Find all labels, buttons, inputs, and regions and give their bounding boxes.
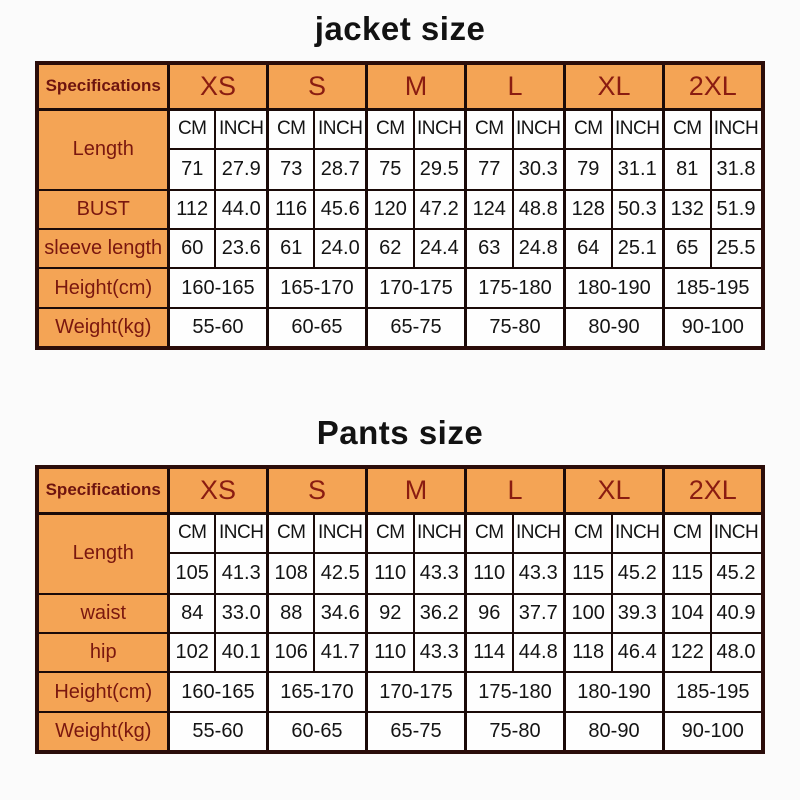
unit-cm-cell: CM [267, 109, 314, 149]
inch-value-cell: 45.2 [711, 553, 763, 594]
inch-value-cell: 23.6 [215, 229, 267, 268]
row-label-cell: waist [37, 594, 168, 633]
size-header-cell: XS [168, 63, 267, 109]
jacket-size-title: jacket size [314, 10, 486, 47]
cm-value-cell: 110 [367, 553, 414, 594]
pants-size-table [35, 465, 764, 754]
range-cell: 160-165 [168, 672, 267, 712]
measurement-row [37, 190, 762, 229]
range-cell: 175-180 [466, 268, 565, 308]
cm-value-cell: 122 [664, 633, 711, 672]
cm-value-cell: 110 [466, 553, 513, 594]
unit-inch-cell: INCH [513, 513, 565, 553]
range-cell: 90-100 [664, 308, 763, 348]
unit-cm-cell: CM [664, 109, 711, 149]
size-header-cell: L [466, 467, 565, 513]
inch-value-cell: 24.4 [414, 229, 466, 268]
measurement-row [37, 229, 762, 268]
size-header-cell: S [267, 63, 366, 109]
inch-value-cell: 46.4 [612, 633, 664, 672]
header-row [37, 63, 762, 109]
measurement-row [37, 594, 762, 633]
row-label-cell: BUST [37, 190, 168, 229]
unit-cm-cell: CM [664, 513, 711, 553]
row-label-cell: hip [37, 633, 168, 672]
cm-value-cell: 120 [367, 190, 414, 229]
unit-inch-cell: INCH [612, 109, 664, 149]
inch-value-cell: 43.3 [414, 553, 466, 594]
inch-value-cell: 50.3 [612, 190, 664, 229]
size-header-cell: 2XL [664, 467, 763, 513]
cm-value-cell: 108 [267, 553, 314, 594]
cm-value-cell: 100 [565, 594, 612, 633]
row-label-cell: Height(cm) [37, 268, 168, 308]
range-cell: 80-90 [565, 712, 664, 752]
range-cell: 90-100 [664, 712, 763, 752]
inch-value-cell: 43.3 [513, 553, 565, 594]
inch-value-cell: 48.0 [711, 633, 763, 672]
range-row [37, 672, 762, 712]
inch-value-cell: 24.8 [513, 229, 565, 268]
cm-value-cell: 60 [168, 229, 215, 268]
cm-value-cell: 114 [466, 633, 513, 672]
range-cell: 75-80 [466, 712, 565, 752]
size-header-cell: M [367, 63, 466, 109]
inch-value-cell: 48.8 [513, 190, 565, 229]
range-cell: 175-180 [466, 672, 565, 712]
range-row [37, 712, 762, 752]
row-label-cell: Height(cm) [37, 672, 168, 712]
inch-value-cell: 25.5 [711, 229, 763, 268]
inch-value-cell: 24.0 [314, 229, 366, 268]
inch-value-cell: 47.2 [414, 190, 466, 229]
cm-value-cell: 63 [466, 229, 513, 268]
unit-cm-cell: CM [466, 109, 513, 149]
range-cell: 180-190 [565, 268, 664, 308]
unit-cm-cell: CM [168, 513, 215, 553]
row-label-cell: sleeve length [37, 229, 168, 268]
unit-inch-cell: INCH [414, 513, 466, 553]
cm-value-cell: 75 [367, 149, 414, 190]
unit-row [37, 109, 762, 149]
inch-value-cell: 45.2 [612, 553, 664, 594]
cm-value-cell: 62 [367, 229, 414, 268]
size-header-cell: L [466, 63, 565, 109]
inch-value-cell: 44.0 [215, 190, 267, 229]
range-cell: 160-165 [168, 268, 267, 308]
unit-cm-cell: CM [267, 513, 314, 553]
size-header-cell: 2XL [664, 63, 763, 109]
row-label-cell: Weight(kg) [37, 712, 168, 752]
range-cell: 65-75 [367, 712, 466, 752]
inch-value-cell: 41.3 [215, 553, 267, 594]
range-cell: 165-170 [267, 268, 366, 308]
range-row [37, 268, 762, 308]
jacket-size-table [35, 61, 764, 350]
unit-inch-cell: INCH [314, 109, 366, 149]
size-header-cell: XL [565, 467, 664, 513]
measurement-row [37, 633, 762, 672]
unit-cm-cell: CM [466, 513, 513, 553]
inch-value-cell: 34.6 [314, 594, 366, 633]
inch-value-cell: 31.8 [711, 149, 763, 190]
range-cell: 55-60 [168, 308, 267, 348]
range-cell: 185-195 [664, 268, 763, 308]
range-cell: 165-170 [267, 672, 366, 712]
inch-value-cell: 25.1 [612, 229, 664, 268]
unit-inch-cell: INCH [711, 109, 763, 149]
inch-value-cell: 39.3 [612, 594, 664, 633]
inch-value-cell: 28.7 [314, 149, 366, 190]
inch-value-cell: 33.0 [215, 594, 267, 633]
spec-header-cell: Specifications [37, 467, 168, 513]
unit-inch-cell: INCH [314, 513, 366, 553]
unit-cm-cell: CM [168, 109, 215, 149]
cm-value-cell: 124 [466, 190, 513, 229]
range-cell: 80-90 [565, 308, 664, 348]
inch-value-cell: 27.9 [215, 149, 267, 190]
range-cell: 180-190 [565, 672, 664, 712]
inch-value-cell: 40.1 [215, 633, 267, 672]
jacket-size-section [0, 0, 800, 350]
cm-value-cell: 118 [565, 633, 612, 672]
pants-size-title: Pants size [316, 414, 484, 451]
inch-value-cell: 40.9 [711, 594, 763, 633]
range-cell: 170-175 [367, 672, 466, 712]
unit-cm-cell: CM [367, 109, 414, 149]
inch-value-cell: 29.5 [414, 149, 466, 190]
cm-value-cell: 61 [267, 229, 314, 268]
range-cell: 60-65 [267, 712, 366, 752]
unit-cm-cell: CM [367, 513, 414, 553]
row-label-cell: Length [37, 109, 168, 190]
inch-value-cell: 42.5 [314, 553, 366, 594]
range-cell: 55-60 [168, 712, 267, 752]
inch-value-cell: 44.8 [513, 633, 565, 672]
range-cell: 170-175 [367, 268, 466, 308]
inch-value-cell: 45.6 [314, 190, 366, 229]
cm-value-cell: 81 [664, 149, 711, 190]
cm-value-cell: 110 [367, 633, 414, 672]
cm-value-cell: 116 [267, 190, 314, 229]
cm-value-cell: 106 [267, 633, 314, 672]
cm-value-cell: 64 [565, 229, 612, 268]
spec-header-cell: Specifications [37, 63, 168, 109]
unit-inch-cell: INCH [612, 513, 664, 553]
pants-size-section [0, 350, 800, 754]
unit-inch-cell: INCH [414, 109, 466, 149]
row-label-cell: Length [37, 513, 168, 594]
range-cell: 185-195 [664, 672, 763, 712]
unit-inch-cell: INCH [215, 513, 267, 553]
unit-inch-cell: INCH [711, 513, 763, 553]
cm-value-cell: 115 [565, 553, 612, 594]
size-header-cell: XS [168, 467, 267, 513]
cm-value-cell: 104 [664, 594, 711, 633]
cm-value-cell: 77 [466, 149, 513, 190]
header-row [37, 467, 762, 513]
unit-cm-cell: CM [565, 109, 612, 149]
cm-value-cell: 88 [267, 594, 314, 633]
inch-value-cell: 51.9 [711, 190, 763, 229]
range-row [37, 308, 762, 348]
cm-value-cell: 105 [168, 553, 215, 594]
cm-value-cell: 112 [168, 190, 215, 229]
unit-cm-cell: CM [565, 513, 612, 553]
size-header-cell: S [267, 467, 366, 513]
size-header-cell: M [367, 467, 466, 513]
cm-value-cell: 128 [565, 190, 612, 229]
cm-value-cell: 115 [664, 553, 711, 594]
inch-value-cell: 41.7 [314, 633, 366, 672]
cm-value-cell: 102 [168, 633, 215, 672]
range-cell: 60-65 [267, 308, 366, 348]
range-cell: 75-80 [466, 308, 565, 348]
inch-value-cell: 31.1 [612, 149, 664, 190]
inch-value-cell: 37.7 [513, 594, 565, 633]
size-header-cell: XL [565, 63, 664, 109]
cm-value-cell: 65 [664, 229, 711, 268]
row-label-cell: Weight(kg) [37, 308, 168, 348]
cm-value-cell: 84 [168, 594, 215, 633]
unit-inch-cell: INCH [513, 109, 565, 149]
unit-row [37, 513, 762, 553]
cm-value-cell: 73 [267, 149, 314, 190]
cm-value-cell: 79 [565, 149, 612, 190]
cm-value-cell: 96 [466, 594, 513, 633]
cm-value-cell: 71 [168, 149, 215, 190]
cm-value-cell: 132 [664, 190, 711, 229]
inch-value-cell: 30.3 [513, 149, 565, 190]
cm-value-cell: 92 [367, 594, 414, 633]
unit-inch-cell: INCH [215, 109, 267, 149]
inch-value-cell: 43.3 [414, 633, 466, 672]
range-cell: 65-75 [367, 308, 466, 348]
inch-value-cell: 36.2 [414, 594, 466, 633]
